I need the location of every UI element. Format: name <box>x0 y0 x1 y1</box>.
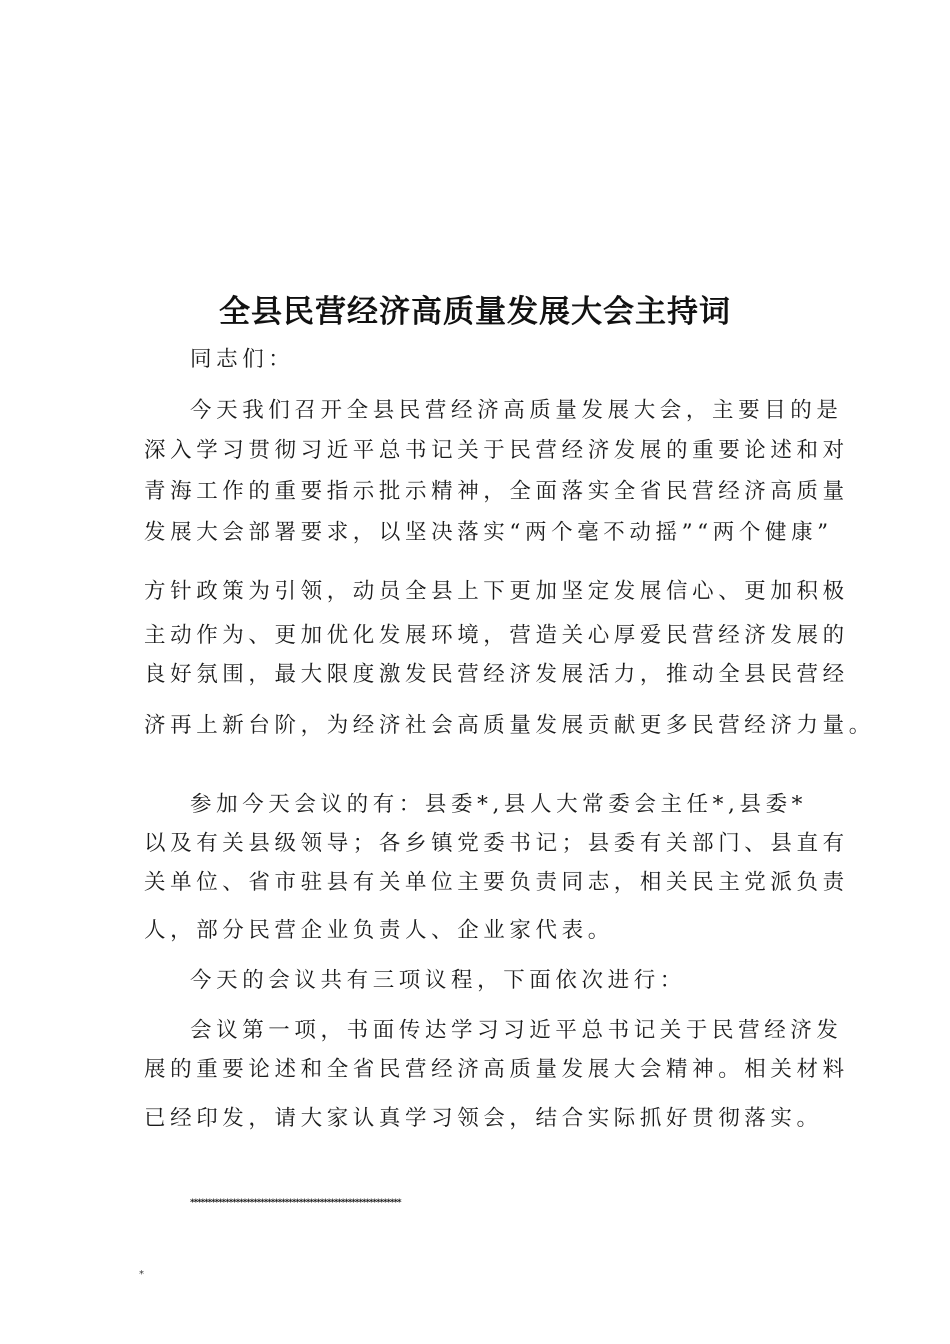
paragraph-line: 参加今天会议的有：县委*,县人大常委会主任*,县委* <box>190 792 808 817</box>
paragraph-line: 济再上新台阶，为经济社会高质量发展贡献更多民营经济力量。 <box>144 713 875 738</box>
paragraph-line: 以及有关县级领导；各乡镇党委书记；县委有关部门、县直有 <box>144 831 849 856</box>
separator-line: ************************************************************ <box>190 1198 401 1208</box>
salutation: 同志们： <box>190 347 295 372</box>
paragraph-line: 展的重要论述和全省民营经济高质量发展大会精神。相关材料 <box>144 1057 849 1082</box>
paragraph-line: 关单位、省市驻县有关单位主要负责同志，相关民主党派负责 <box>144 870 849 895</box>
paragraph-line: 发展大会部署要求，以坚决落实“两个毫不动摇”“两个健康” <box>144 520 833 545</box>
document-title: 全县民营经济高质量发展大会主持词 <box>219 294 731 330</box>
paragraph-line: 青海工作的重要指示批示精神，全面落实全省民营经济高质量 <box>144 479 849 504</box>
paragraph-line: 人，部分民营企业负责人、企业家代表。 <box>144 918 614 943</box>
paragraph-line: 良好氛围，最大限度激发民营经济发展活力，推动全县民营经 <box>144 662 849 687</box>
paragraph-line: 方针政策为引领，动员全县上下更加坚定发展信心、更加积极 <box>144 579 849 604</box>
footer-mark: * <box>139 1269 144 1280</box>
paragraph-line: 会议第一项，书面传达学习习近平总书记关于民营经济发 <box>190 1018 843 1043</box>
paragraph-line: 主动作为、更加优化发展环境，营造关心厚爱民营经济发展的 <box>144 623 849 648</box>
paragraph-line: 今天我们召开全县民营经济高质量发展大会，主要目的是 <box>190 398 843 423</box>
paragraph-line: 已经印发，请大家认真学习领会，结合实际抓好贯彻落实。 <box>144 1106 823 1131</box>
paragraph-line: 今天的会议共有三项议程，下面依次进行： <box>190 968 686 993</box>
paragraph-line: 深入学习贯彻习近平总书记关于民营经济发展的重要论述和对 <box>144 438 849 463</box>
